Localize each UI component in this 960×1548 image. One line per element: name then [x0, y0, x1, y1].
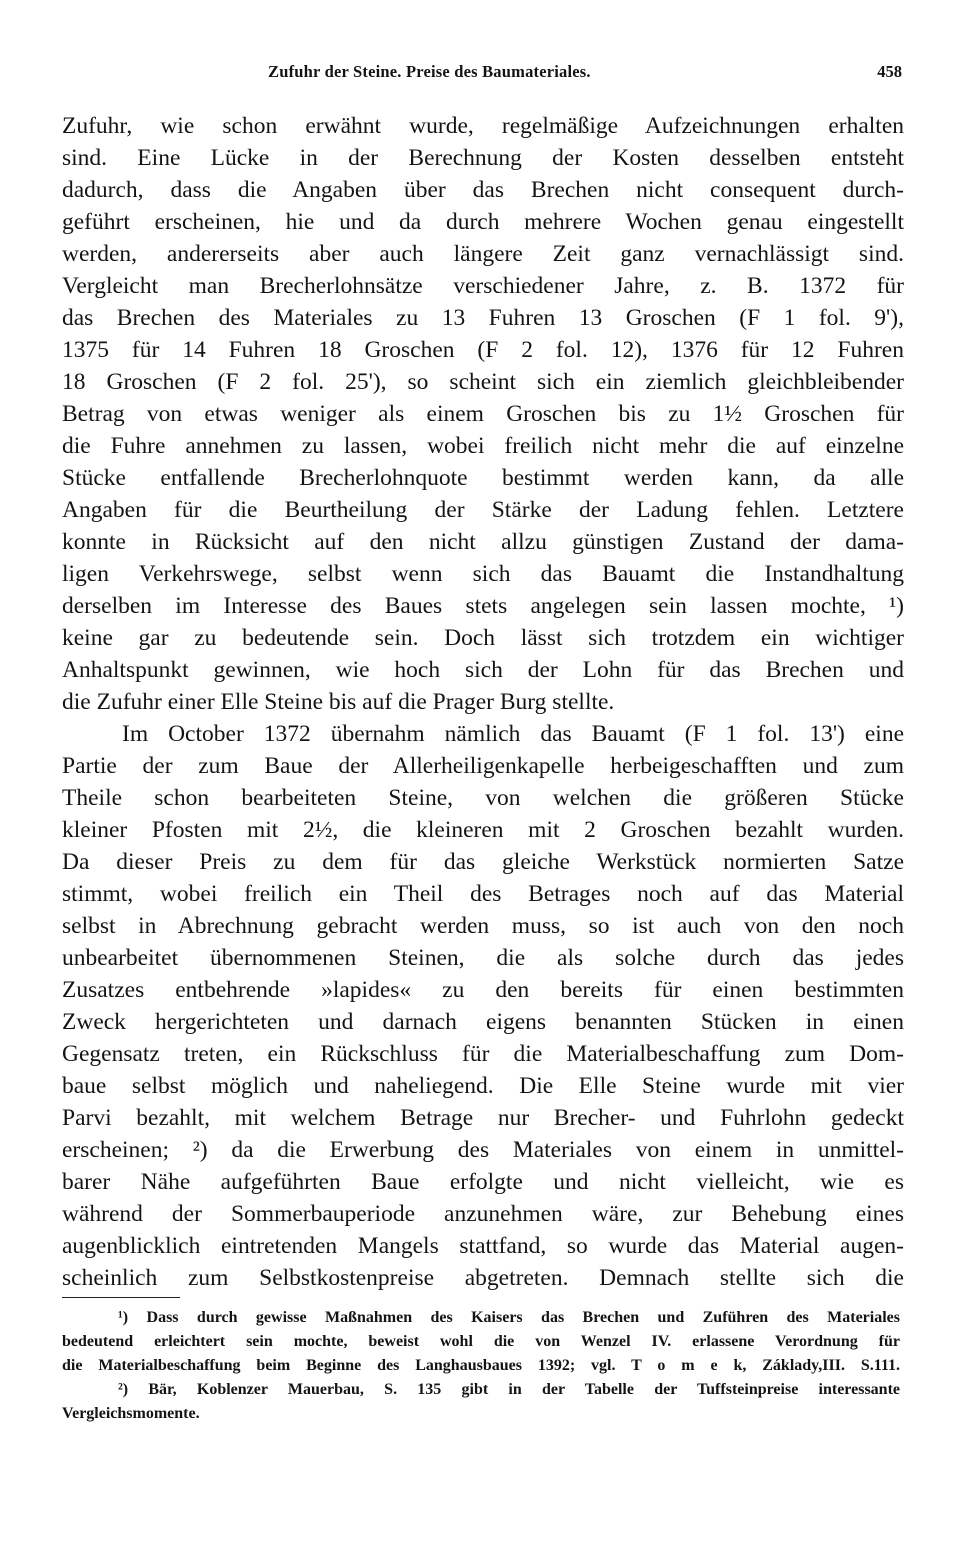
text-line: augenblicklich eintretenden Mangels stattfand, so wurde das Material augen-	[62, 1233, 904, 1259]
footnote-line: bedeutend erleichtert sein mochte, beweist wohl die von Wenzel IV. erlassene Verordnung für	[62, 1333, 900, 1350]
footnote-line: ²) Bär, Koblenzer Mauerbau, S. 135 gibt in der Tabelle der Tuffsteinpreise interessante	[118, 1381, 900, 1398]
text-line: derselben im Interesse des Baues stets angelegen sein lassen mochte, ¹)	[62, 593, 904, 619]
text-line: konnte in Rücksicht auf den nicht allzu günstigen Zustand der dama-	[62, 529, 904, 555]
text-line: kleiner Pfosten mit 2½, die kleineren mit 2 Groschen bezahlt wurden.	[62, 817, 904, 843]
footnote-line: Vergleichsmomente.	[62, 1405, 200, 1422]
text-line: stimmt, wobei freilich ein Theil des Betrages noch auf das Material	[62, 881, 904, 907]
text-line: während der Sommerbauperiode anzunehmen wäre, zur Behebung eines	[62, 1201, 904, 1227]
text-line: scheinlich zum Selbstkostenpreise abgetreten. Demnach stellte sich die	[62, 1265, 904, 1291]
text-line: unbearbeitet übernommenen Steinen, die als solche durch das jedes	[62, 945, 904, 971]
text-line: Stücke entfallende Brecherlohnquote bestimmt werden kann, da alle	[62, 465, 904, 491]
text-line: baue selbst möglich und naheliegend. Die Elle Steine wurde mit vier	[62, 1073, 904, 1099]
main-text	[62, 110, 904, 1294]
text-line: Theile schon bearbeiteten Steine, von welchen die größeren Stücke	[62, 785, 904, 811]
text-line: geführt erscheinen, hie und da durch mehrere Wochen genau eingestellt	[62, 209, 904, 235]
text-line: Parvi bezahlt, mit welchem Betrage nur Brecher- und Fuhrlohn gedeckt	[62, 1105, 904, 1131]
text-line: 1375 für 14 Fuhren 18 Groschen (F 2 fol. 12), 1376 für 12 Fuhren	[62, 337, 904, 363]
text-line: Vergleicht man Brecherlohnsätze verschiedener Jahre, z. B. 1372 für	[62, 273, 904, 299]
footnote-line: die Materialbeschaffung beim Beginne des Langhausbaues 1392; vgl. T o m e k, Základy,III. S.111.	[62, 1357, 900, 1374]
text-line: dadurch, dass die Angaben über das Brechen nicht consequent durch-	[62, 177, 904, 203]
text-line: das Brechen des Materiales zu 13 Fuhren 13 Groschen (F 1 fol. 9'),	[62, 305, 904, 331]
text-line: keine gar zu bedeutende sein. Doch lässt sich trotzdem ein wichtiger	[62, 625, 904, 651]
text-line: Zweck hergerichteten und darnach eigens benannten Stücken in einen	[62, 1009, 904, 1035]
text-line: sind. Eine Lücke in der Berechnung der Kosten desselben entsteht	[62, 145, 904, 171]
text-line: Im October 1372 übernahm nämlich das Bauamt (F 1 fol. 13') eine	[122, 721, 904, 747]
page-number: 458	[877, 62, 902, 81]
text-line: erscheinen; ²) da die Erwerbung des Materiales von einem in unmittel-	[62, 1137, 904, 1163]
text-line: barer Nähe aufgeführten Baue erfolgte und nicht vielleicht, wie es	[62, 1169, 904, 1195]
text-line: werden, andererseits aber auch längere Zeit ganz vernachlässigt sind.	[62, 241, 904, 267]
text-line: Angaben für die Beurtheilung der Stärke der Ladung fehlen. Letztere	[62, 497, 904, 523]
text-line: Zusatzes entbehrende »lapides« zu den bereits für einen bestimmten	[62, 977, 904, 1003]
header-title: Zufuhr der Steine. Preise des Baumateriales.	[268, 62, 591, 81]
running-header	[62, 62, 902, 88]
text-line: Zufuhr, wie schon erwähnt wurde, regelmäßige Aufzeichnungen erhalten	[62, 113, 904, 139]
text-line: Partie der zum Baue der Allerheiligenkapelle herbeigeschafften und zum	[62, 753, 904, 779]
text-line: Betrag von etwas weniger als einem Groschen bis zu 1½ Groschen für	[62, 401, 904, 427]
text-line: Da dieser Preis zu dem für das gleiche Werkstück normierten Satze	[62, 849, 904, 875]
text-line: die Zufuhr einer Elle Steine bis auf die Prager Burg stellte.	[62, 689, 615, 715]
text-line: Gegensatz treten, ein Rückschluss für die Materialbeschaffung zum Dom-	[62, 1041, 904, 1067]
text-line: ligen Verkehrswege, selbst wenn sich das Bauamt die Instandhaltung	[62, 561, 904, 587]
text-line: selbst in Abrechnung gebracht werden muss, so ist auch von den noch	[62, 913, 904, 939]
text-line: die Fuhre annehmen zu lassen, wobei freilich nicht mehr die auf einzelne	[62, 433, 904, 459]
footnote-divider	[62, 1297, 180, 1298]
footnotes	[62, 1306, 900, 1426]
footnote-line: ¹) Dass durch gewisse Maßnahmen des Kaisers das Brechen und Zuführen des Materiales	[118, 1309, 900, 1326]
text-line: Anhaltspunkt gewinnen, wie hoch sich der Lohn für das Brechen und	[62, 657, 904, 683]
text-line: 18 Groschen (F 2 fol. 25'), so scheint sich ein ziemlich gleichbleibender	[62, 369, 904, 395]
